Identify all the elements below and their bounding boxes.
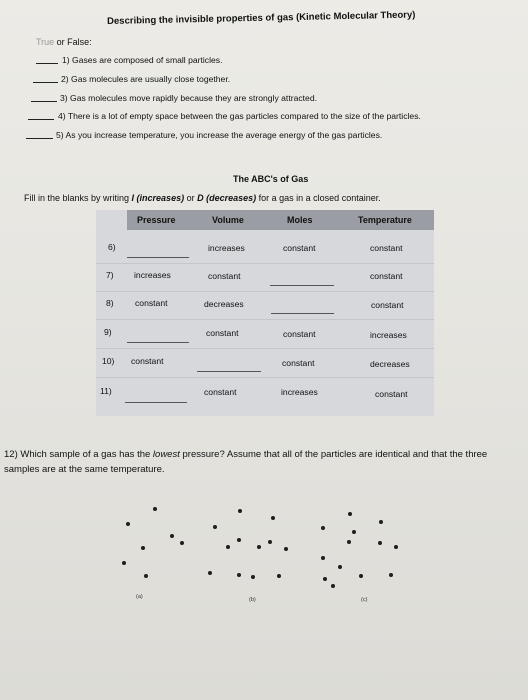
gas-particle [208,571,212,575]
true-false-heading-rest: or False: [54,37,92,47]
tf-statement-4: 4) There is a lot of empty space between the gas particles compared to the size of the particles. [58,111,421,121]
gas-particle [180,541,184,545]
tf-statement-2: 2) Gas molecules are usually close together. [61,74,231,84]
gas-particle [359,574,363,578]
row-number: 11) [100,386,112,396]
cell-moles: increases [281,387,318,397]
page-title: Describing the invisible properties of gas (Kinetic Molecular Theory) [107,9,416,27]
answer-blank [271,313,334,314]
gas-particle [238,509,242,513]
answer-blank [125,402,187,403]
q12-post: pressure? Assume that all of the particles are identical and that the three samples are at the same temperature. [4,449,488,475]
tf-statement-3: 3) Gas molecules move rapidly because they are strongly attracted. [60,93,317,103]
cell-volume: constant [208,271,241,281]
gas-particle [141,546,145,550]
instr-post: for a gas in a closed container. [256,193,381,203]
cell-temperature: constant [370,243,403,253]
gas-particle [153,507,157,511]
cell-pressure: constant [131,356,164,366]
gas-particle [237,538,241,542]
cell-pressure: increases [134,270,171,280]
row-number: 8) [106,298,114,308]
q12-emphasis: lowest [152,449,180,460]
instr-pre: Fill in the blanks by writing [24,193,132,203]
instr-increases: I (increases) [131,193,185,203]
gas-particle [144,574,148,578]
true-false-heading-faded: True [36,37,55,47]
gas-particle [331,584,335,588]
gas-particle [394,545,398,549]
sample-c-label: (c) [361,597,368,603]
answer-blank [270,285,334,286]
cell-volume: increases [208,243,245,253]
cell-pressure: constant [135,298,168,308]
gas-particle [284,547,288,551]
header-temperature: Temperature [358,215,412,225]
cell-volume: constant [204,387,237,397]
answer-blank [127,342,189,343]
gas-particle [213,525,217,529]
header-moles: Moles [287,215,313,225]
cell-temperature: decreases [370,359,410,369]
cell-moles: constant [282,358,315,368]
header-pressure: Pressure [137,215,176,225]
question-12 [4,447,524,477]
cell-temperature: constant [371,300,404,310]
gas-particle [170,534,174,538]
gas-particle [126,522,130,526]
gas-particle [323,577,327,581]
row-number: 6) [108,242,116,252]
gas-table [96,210,434,416]
gas-particle [277,574,281,578]
row-number: 10) [102,356,115,366]
gas-particle [226,545,230,549]
fill-instructions [24,193,381,203]
row-number: 9) [104,327,112,337]
sample-b-label: (b) [249,597,256,603]
gas-particle [321,526,325,530]
gas-particle [379,520,383,524]
gas-particle [352,530,356,534]
gas-particle [378,541,382,545]
gas-particle [122,561,126,565]
answer-blank [26,138,53,139]
gas-particle [257,545,261,549]
cell-temperature: constant [375,389,408,399]
gas-particle [251,575,255,579]
tf-statement-1: 1) Gases are composed of small particles. [62,55,223,65]
cell-moles: constant [283,329,316,339]
instr-decreases: D (decreases) [197,193,257,203]
tf-statement-5: 5) As you increase temperature, you increase the average energy of the gas particles. [56,130,383,140]
q12-pre: 12) Which sample of a gas has the [4,449,153,460]
answer-blank [31,101,57,102]
answer-blank [197,371,261,372]
gas-particle [347,540,351,544]
header-volume: Volume [212,215,244,225]
answer-blank [127,257,189,258]
gas-particle [338,565,342,569]
true-false-heading [36,37,92,47]
gas-particle [389,573,393,577]
row-number: 7) [106,270,114,280]
sample-a-label: (a) [136,594,143,600]
gas-particle [237,573,241,577]
gas-particle [348,512,352,516]
cell-moles: constant [283,243,316,253]
cell-volume: decreases [204,299,244,309]
gas-particle [271,516,275,520]
cell-volume: constant [206,328,239,338]
answer-blank [28,119,54,120]
gas-particle [268,540,272,544]
cell-temperature: increases [370,330,407,340]
answer-blank [36,63,58,64]
cell-temperature: constant [370,271,403,281]
answer-blank [33,82,58,83]
gas-particle [321,556,325,560]
instr-mid: or [184,193,198,203]
section-title: The ABC's of Gas [233,174,309,184]
